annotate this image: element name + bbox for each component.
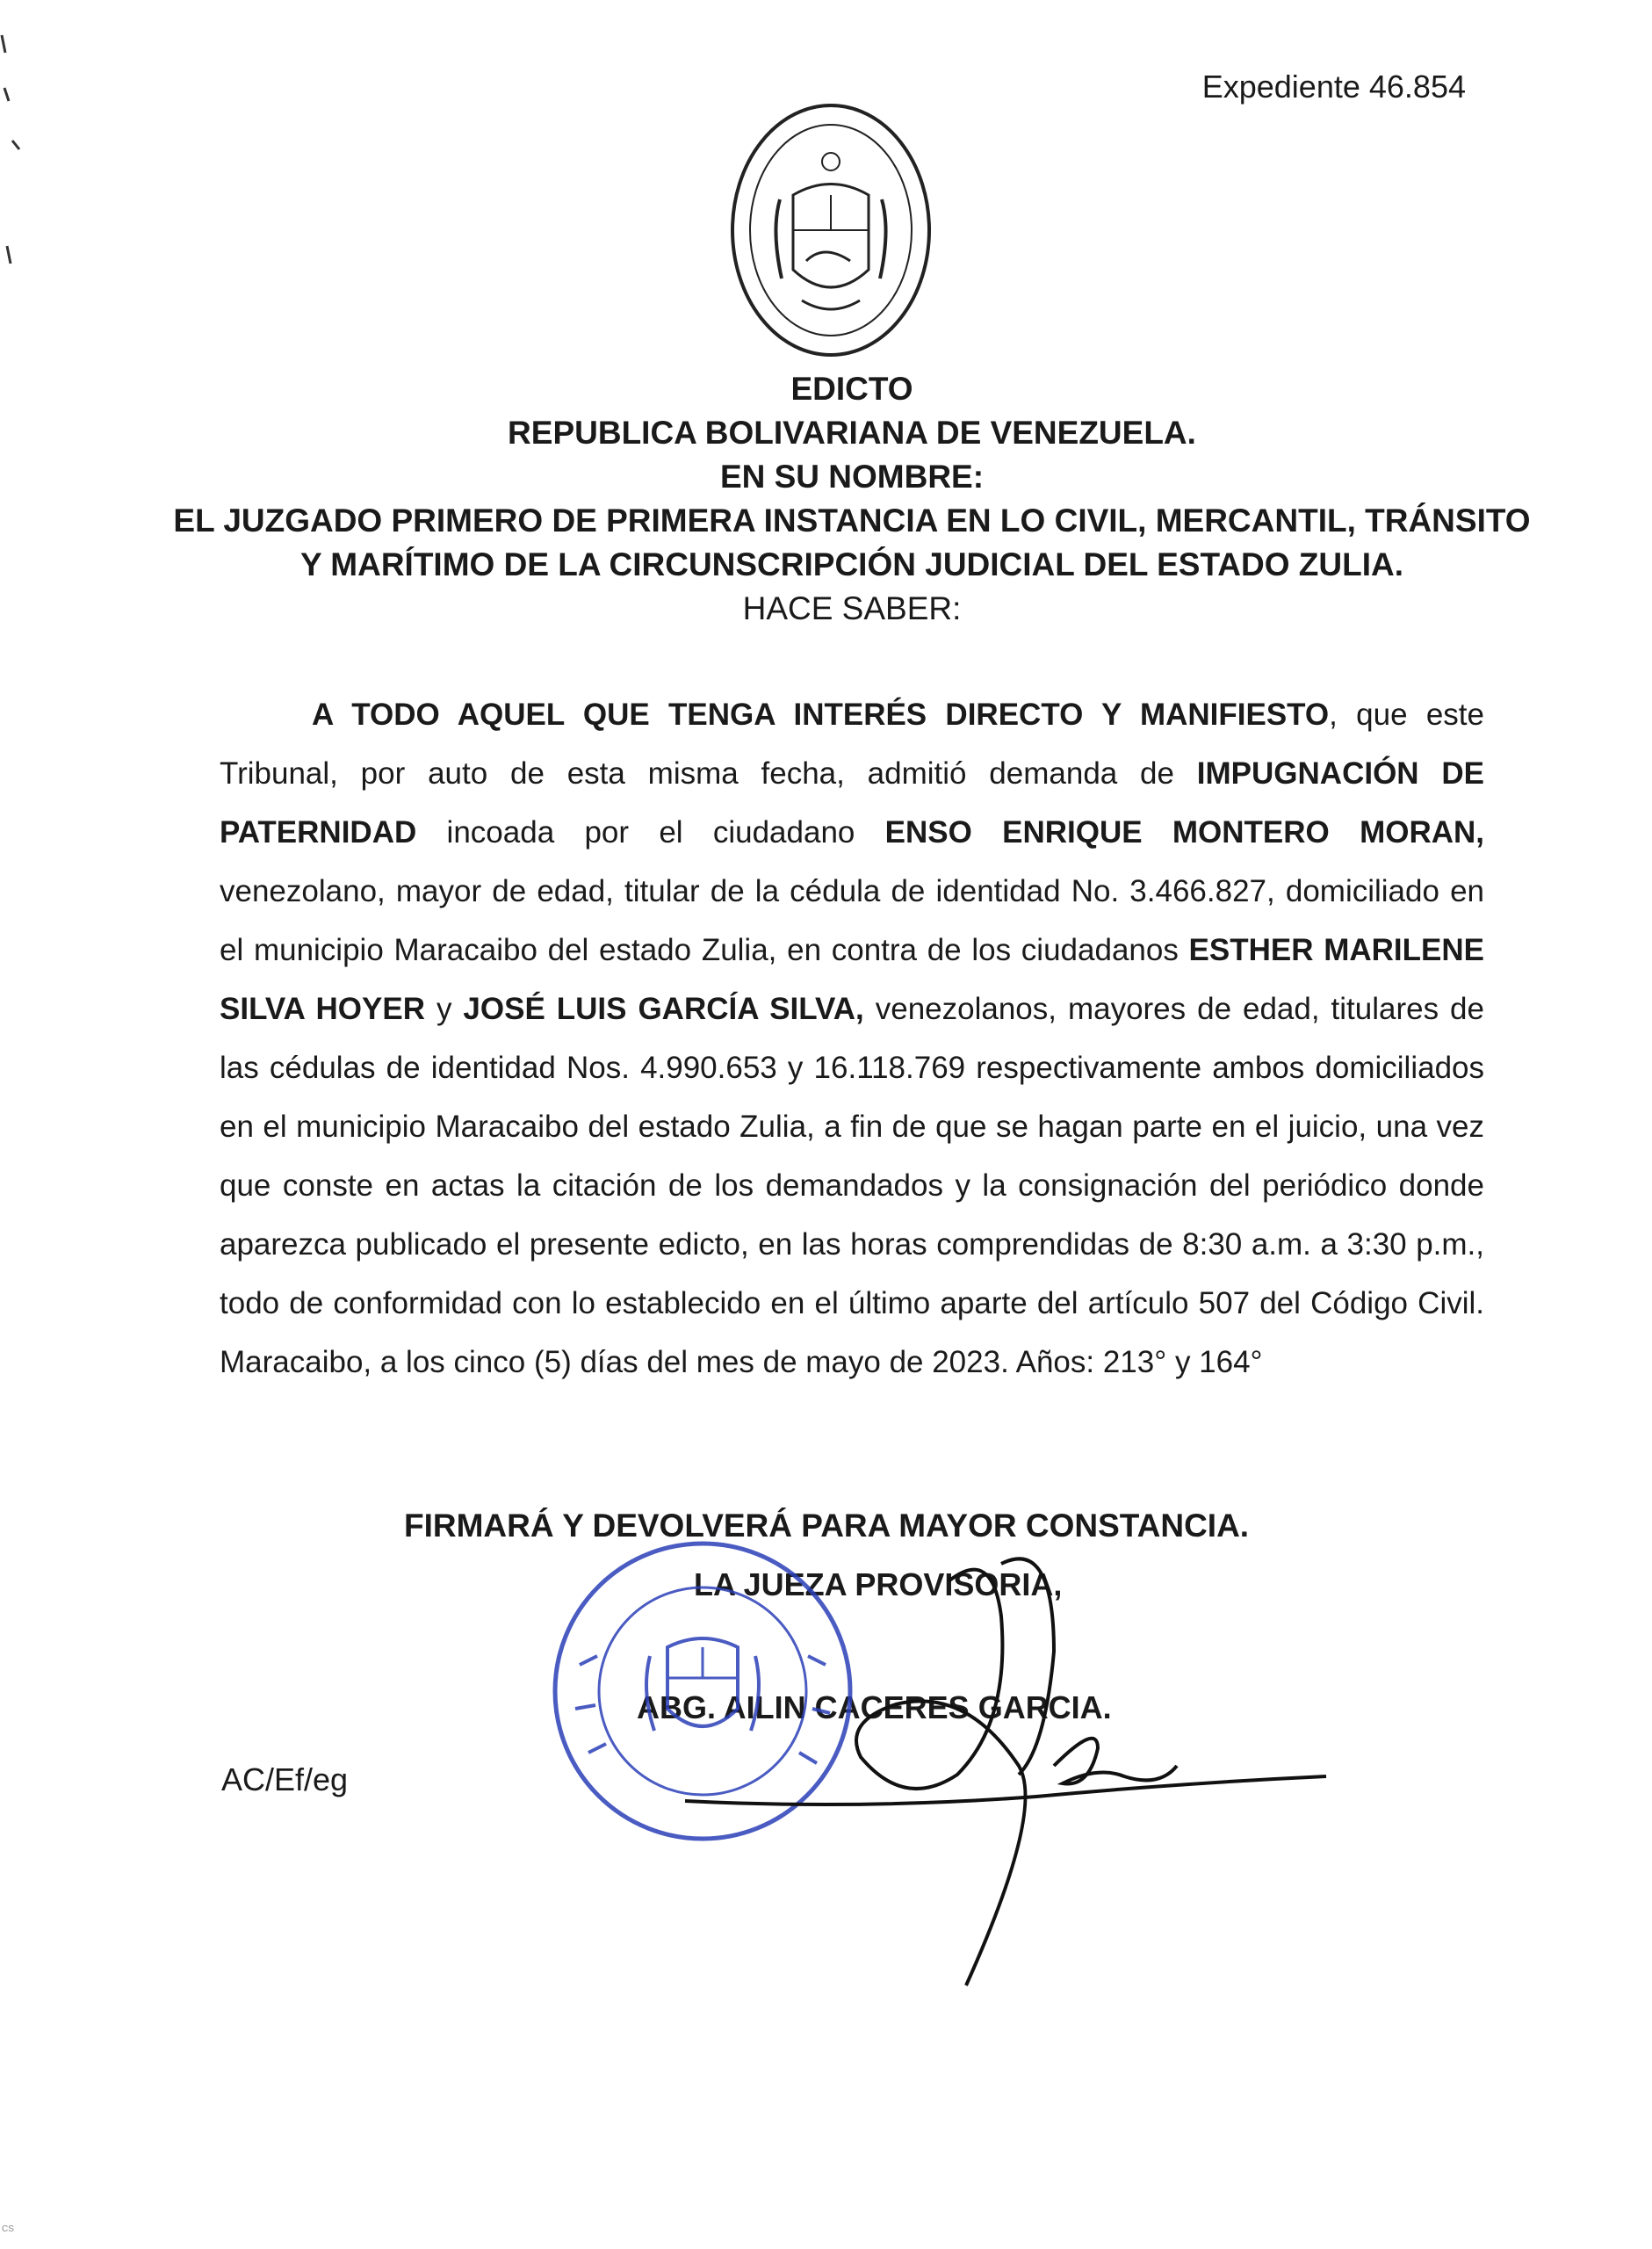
court-name-line1: EL JUZGADO PRIMERO DE PRIMERA INSTANCIA EN LO CIVIL, MERCANTIL, TRÁNSITO [173,503,1531,539]
firmara-line: FIRMARÁ Y DEVOLVERÁ PARA MAYOR CONSTANCIA. [404,1508,1250,1544]
body-text-5: venezolanos, mayores de edad, titulares de las cédulas de identidad Nos. 4.990.653 y 16.118.769 respectivamente ambos domiciliados en el municipio Maracaibo del estado Zulia, a fin de que se hagan parte en el juicio, una vez que conste en actas la citación de los demandados y la consignación del periódico donde aparezca publicado el presente edicto, en las horas comprendidas de 8:30 a.m. a 3:30 p.m., todo de conformidad con lo establecido en el último aparte del artículo 507 del Código Civil. Maracaibo, a los cinco (5) días del mes de mayo de 2023. Años: 213° y 164° [220,992,1484,1379]
defendant-2-name: JOSÉ LUIS GARCÍA SILVA, [463,992,864,1026]
lawsuit-type: IMPUGNACIÓN DE PATERNIDAD [220,756,1484,850]
edict-header [123,367,1581,631]
en-su-nombre: EN SU NOMBRE: [719,459,985,495]
edict-body [220,685,1484,1392]
defendant-1-name: ESTHER MARILENE SILVA HOYER [220,933,1484,1026]
addressee-text: A TODO AQUEL QUE TENGA INTERÉS DIRECTO Y MANIFIESTO [312,698,1330,732]
scan-edge-marks [0,0,35,2249]
signature-icon [685,1546,1388,2003]
supreme-court-seal-icon [727,98,934,362]
initials: AC/Ef/eg [221,1761,349,1797]
judge-title: LA JUEZA PROVISORIA, [694,1566,1063,1602]
hace-saber: HACE SABER: [742,590,962,626]
body-text-1: , que este Tribunal, por auto de esta misma fecha, admitió demanda de [220,698,1484,791]
scanner-logo-icon: CS [2,2224,14,2234]
court-name-line2: Y MARÍTIMO DE LA CIRCUNSCRIPCIÓN JUDICIAL DEL ESTADO ZULIA. [300,546,1403,582]
body-text-2: incoada por el ciudadano [416,815,885,850]
body-text-3: venezolano, mayor de edad, titular de la cédula de identidad No. 3.466.827, domiciliado en el municipio Maracaibo del estado Zulia, en contra de los ciudadanos [220,874,1484,967]
plaintiff-name: ENSO ENRIQUE MONTERO MORAN, [884,815,1484,850]
republic-name: REPUBLICA BOLIVARIANA DE VENEZUELA. [508,415,1196,451]
edict-title: EDICTO [790,371,913,407]
body-text-4: y [425,992,464,1026]
judge-name: ABG. AILIN CACERES GARCIA. [637,1689,1112,1725]
expediente-number: Expediente 46.854 [1201,69,1466,105]
edict-paragraph [220,685,1484,1392]
